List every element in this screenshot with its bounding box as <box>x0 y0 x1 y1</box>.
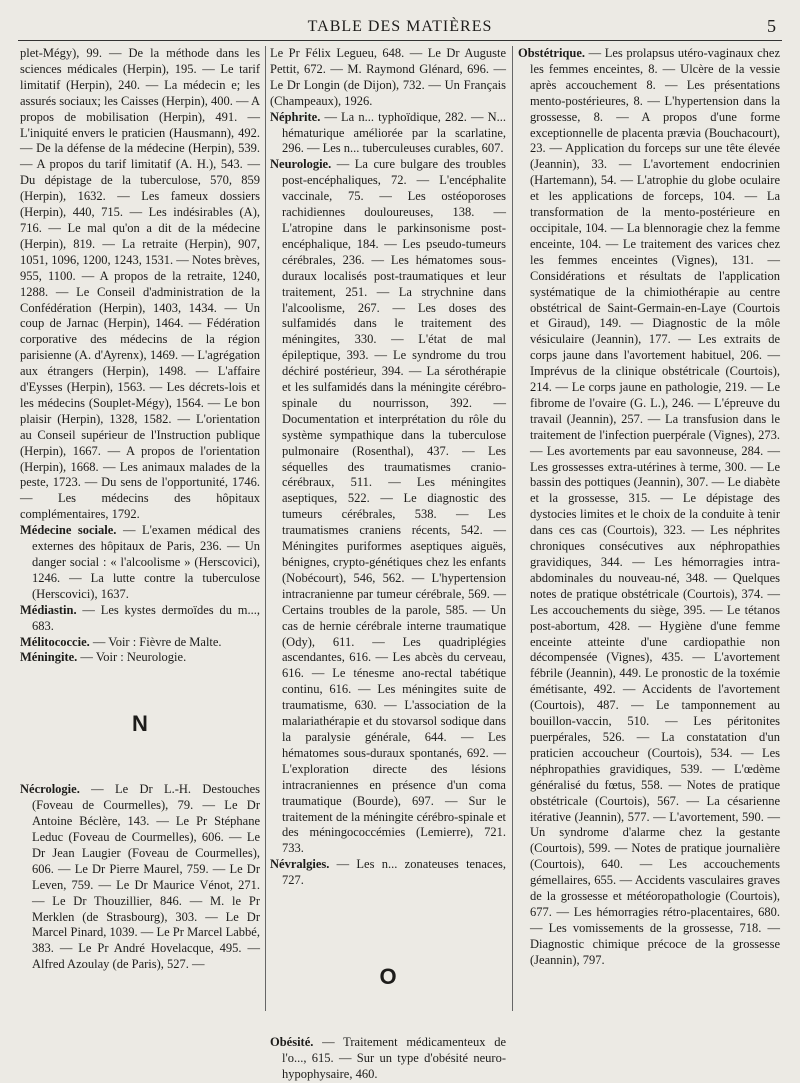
entry-text: — L'examen médical des externes des hôpitaux de Paris, 236. — Un danger social : « l'alcoolisme » (Herscovici), 1246. — La lutte contre la tuberculose (Herscovici), 1637. <box>32 523 260 601</box>
entry-text: Le Pr Félix Legueu, 648. — Le Dr Auguste Pettit, 672. — M. Raymond Glénard, 696. — Le Dr Longin (de Dijon), 732. — Un Français (Champeaux), 1926. <box>270 46 506 108</box>
entry-term: Méningite. <box>20 650 78 665</box>
index-entry <box>270 1035 506 1083</box>
index-entry <box>20 603 260 635</box>
entry-text: — Voir : Fièvre de Malte. <box>89 634 222 649</box>
column-divider <box>512 46 513 1011</box>
index-entry <box>270 157 506 857</box>
entry-term: Médiastin. <box>20 602 77 617</box>
entry-text: — Le Dr L.-H. Destouches (Foveau de Courmelles), 79. — Le Dr Antoine Béclère, 143. — Le Pr Stéphane Leduc (Foveau de Courmelles), 606. — Le Dr Jean Laugier (Foveau de Courmelles), 606. — Le Dr Pierre Maurel, 759. — Le Dr Leven, 759. — Le Dr Maurice Vénot, 271. — Le Dr Thouzillier, 846. — M. le Pr Merklen (de Strasbourg), 303. — Le Dr Marcel Pinard, 1039. — Le Pr Marcel Labbé, 383. — Le Pr André Hovelacque, 495. — Alfred Azoulay (de Paris), 527. — <box>32 782 260 972</box>
page-number: 5 <box>767 16 776 36</box>
entry-term: Obésité. <box>270 1034 314 1049</box>
entry-text: — Les n... zonateuses tenaces, 727. <box>282 857 506 888</box>
entry-text: — Les kystes dermoïdes du m..., 683. <box>32 602 260 633</box>
entry-text: — Les prolapsus utéro-vaginaux chez les femmes enceintes, 8. — Ulcère de la vessie après accouchement 8. — Les présentations mento-postérieures, 8. — L'hypertension dans la grossesse, 8. — A propos d'une forme exceptionnelle de placenta prævia (Bouchacourt), 23. — Application du forceps sur une tête élevée (Jeannin), 33. — L'avortement endocrinien (Hartemann), 54. — L'atrophie du globe oculaire et les applications de forceps, 104. — La transformation de la mento-postérieure en occipitale, 104. — La blennoragie chez la femme enceinte, 104. — Le traitement des varices chez les femmes enceintes (Vignes), 131. — Considérations et résultats de l'application systématique de la chimiothérapie au centre obstétrical de Saint-Germain-en-Laye (Courtois et Giraud), 149. — Diagnostic de la môle vésiculaire (Jeannin), 177. — Les extraits de corps jaune dans l'avortement habituel, 206. — Imprévus de la clinique obstétricale (Courtois), 214. — Le corps jaune en pathologie, 219. — Le fibrome de l'ovaire (G. L.), 246. — L'épreuve du travail (Jeannin), 257. — La transfusion dans le traitement de l'infection puerpérale (Vignes), 273. — Les avortements par eau savonneuse, 284. — Les grossesses extra-utérines à terme, 300. — Le bassin des pottiques (Jeannin), 307. — Le diabète et la grossesse, 315. — Le dépistage des dystocies limites et le choix de la conduite à tenir dans ces cas (Courtois), 323. — Les néphrites chroniques consécutives aux néphropathies gravidiques, 344. — Les hémorragies intra-abdominales du nouveau-né, 348. — Quelques notes de pratique obstétricale (Courtois), 374. — Les accouchements du siège, 395. — Le tétanos post-abortum, 428. — Hygiène d'une femme enceinte atteinte d'une cardiopathie non décompensée (Vignes), 435. — L'avortement fébrile (Jeannin), 449. Le pronostic de la toxémie émétisante, 492. — Accidents de l'avortement (Courtois), 487. — Le tamponnement au bouillon-vaccin, 510. — Les péritonites puerpérales, 526. — La constatation d'un praticien accoucheur (Courtois), 534. — Les néphropathies gravidiques, 539. — L'œdème généralisé du fœtus, 558. — Notes de pratique obstétricale (Courtois), 567. — La césarienne itérative (Jeannin), 577. — L'avortement, 590. — Un syndrome d'alarme chez la gestante (Courtois), 599. — Notes de pratique journalière (Courtois), 640. — Les accouchements gémellaires, 655. — Accidents vasculaires graves de la grossesse et météoropathologie (Courtois), 677. — Les hémorragies rétro-placentaires, 680. — Les vomissements de la grossesse, 718. — Diagnostic chimique précoce de la grossesse (Jeannin), 797. <box>530 46 780 967</box>
entry-term: Neurologie. <box>270 157 332 172</box>
entry-term: Nécrologie. <box>20 782 80 797</box>
entry-term: Néphrite. <box>270 109 321 124</box>
entry-term: Névralgies. <box>270 857 330 872</box>
entry-text: — Voir : Neurologie. <box>77 650 187 665</box>
entry-text: — La n... typhoïdique, 282. — N... hématurique améliorée par la scarlatine, 296. — Les n... tuberculeuses curables, 607. <box>282 109 506 156</box>
index-entry <box>20 46 260 523</box>
index-entry <box>20 635 260 651</box>
index-entry <box>20 523 260 603</box>
index-entry <box>518 46 780 969</box>
column-right <box>518 46 780 1029</box>
column-divider <box>265 46 266 1011</box>
column-middle <box>270 46 506 1081</box>
page-title: TABLE DES MATIÈRES <box>307 18 493 35</box>
index-entry <box>270 857 506 889</box>
page-header <box>18 14 782 41</box>
index-entry <box>20 782 260 973</box>
entry-term: Mélitococcie. <box>20 634 90 649</box>
entry-term: Obstétrique. <box>518 46 586 60</box>
section-letter: N <box>132 711 148 737</box>
index-entry <box>270 110 506 158</box>
entry-term: Médecine sociale. <box>20 523 117 538</box>
column-left <box>20 46 260 1029</box>
entry-text: — La cure bulgare des troubles post-encéphaliques, 72. — L'encéphalite vaccinale, 75. — Les ostéoporoses rachidiennes douloureuses, 138. — L'atropine dans le parkinsonisme post-encéphalique, 184. — Les pseudo-tumeurs cérébrales, 236. — Les hématomes sous-duraux localisés post-traumatiques et leur traitement, 251. — La strychnine dans l'alcoolisme, 267. — Les doses des sulfamidés dans le traitement des méningites, 330. — L'état de mal épileptique, 393. — Le syndrome du trou déchiré postérieur, 394. — La sérothérapie et les sulfamidés dans la méningite cérébro-spinale du nourrisson, 392. — Documentation et interprétation du rôle du système sympathique dans la tuberculose pulmonaire (Rosenthal), 437. — Les séquelles des traumatismes cranio-cérébraux, 511. — Les méningites aseptiques, 522. — Le diagnostic des tumeurs cérébrales, 538. — Les traumatismes craniens récents, 542. — Méningites puriformes aseptiques aiguës, bénignes, crypto-génétiques chez les enfants (Nobécourt), 546, 562. — L'hypertension intracranienne par tumeur cérébrale, 569. — Certains troubles de la parole, 585. — Un cas de hernie cérébrale interne traumatique (Ody), 611. — Les quadriplégies ascendantes, 616. — Les abcès du cerveau, 616. — Le ténesme ano-rectal tabétique continu, 616. — Les méningites suite de traumatisme, 630. — L'association de la malariathérapie et du stovarsol sodique dans la paralysie générale, 644. — Les hématomes sous-duraux spontanés, 692. — L'exploration directe des lésions intracraniennes en présence d'un coma traumatique (Bourde), 697. — Sur le traitement de la méningite cérébro-spinale et des méningococcémies (Lemierre), 721. 733. <box>282 157 506 856</box>
section-letter: O <box>379 964 397 990</box>
entry-text: plet-Mégy), 99. — De la méthode dans les sciences médicales (Herpin), 195. — Le tarif limitatif (Herpin), 240. — La médecin e; les assurés sociaux; les Caisses (Herpin), 400. — A propos de mobilisation (Herpin), 491. — L'iniquité envers le praticien (Hausmann), 492. — De la défense de la médecine (Herpin), 539. — A propos du tarif limitatif (A. H.), 543. — Du dépistage de la tuberculose, 570, 859 (Herpin), 1632. — Les fameux dossiers (Herpin), 440, 715. — Les indésirables (A), 716. — Le mal qu'on a dit de la médecine (Herpin), 819. — La retraite (Herpin), 907, 1051, 1096, 1200, 1243, 1531. — Notes brèves, 955, 1100. — A propos de la retraite, 1240, 1288. — Le Conseil d'administration de la Confédération (Herpin), 1403, 1434. — Un coup de Jarnac (Herpin), 1464. — Fédération corporative des médecins de la région parisienne (A. d'Ayrenx), 1469. — L'agrégation aux étrangers (Herpin), 1498. — L'affaire d'Eysses (Herpin), 1563. — Les décrets-lois et les médecins (Souplet-Mégy), 1564. — Le bon plaisir (Herpin), 1328, 1582. — L'orientation au Conseil supérieur de l'Instruction publique (Herpin), 1667. — A propos de l'orientation (Herpin), 1668. — Les animaux malades de la peste, 1723. — Du sens de l'opportunité, 1746. — Les médecins des hôpitaux complémentaires, 1792. <box>20 46 260 522</box>
index-entry <box>270 46 506 110</box>
entry-text: — Traitement médicamenteux de l'o..., 615. — Sur un type d'obésité neuro-hypophysaire, 460. <box>282 1034 506 1081</box>
index-entry <box>20 650 260 666</box>
